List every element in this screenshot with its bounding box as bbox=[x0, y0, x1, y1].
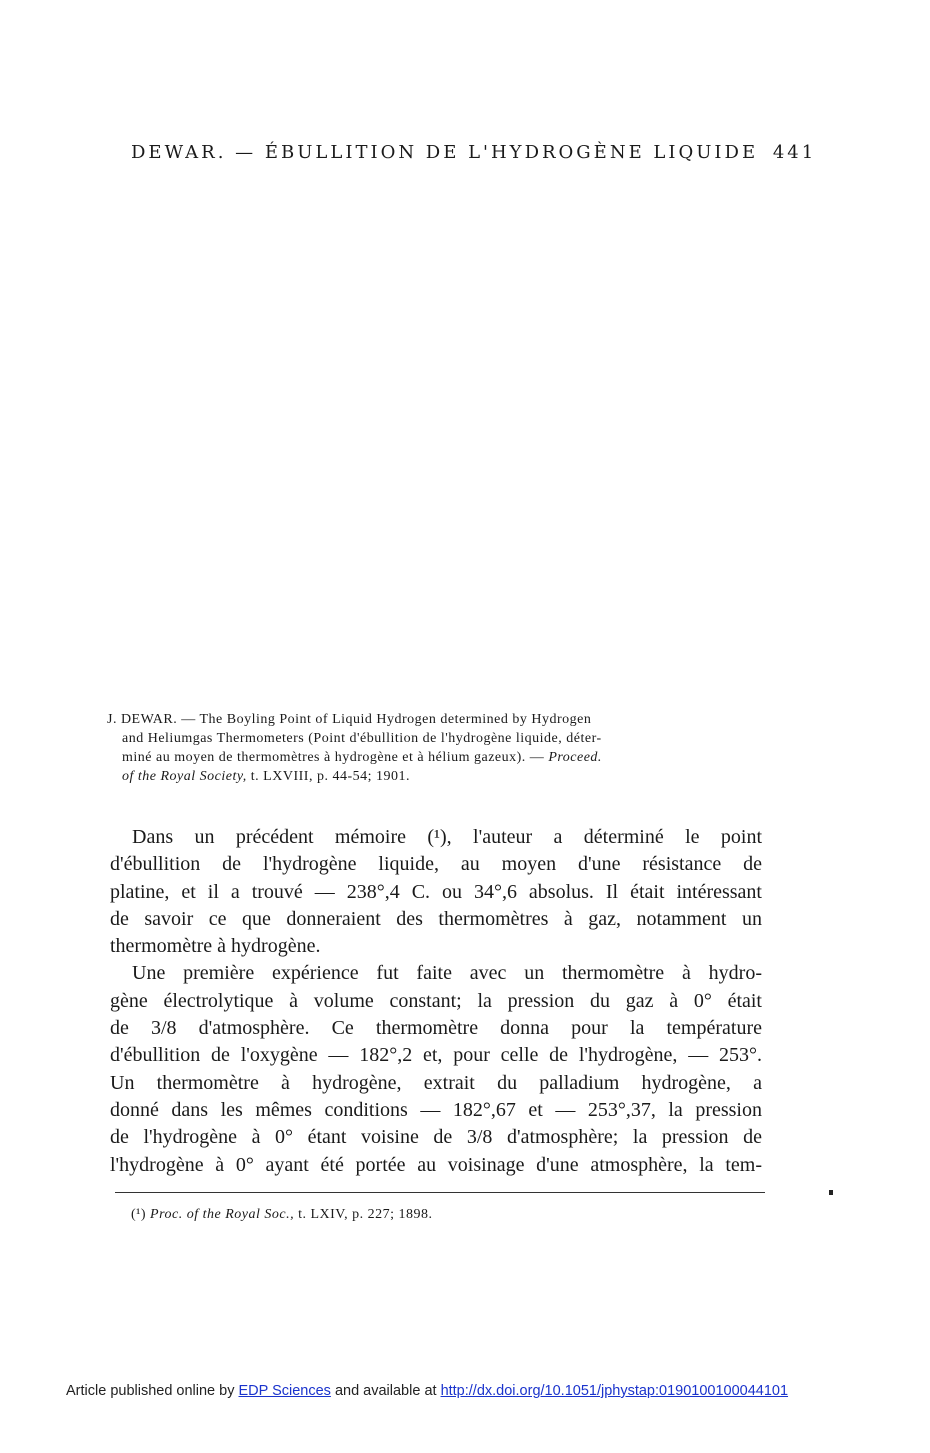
body-line: Une première expérience fut faite avec un thermomètre à hydro- bbox=[132, 962, 762, 985]
footnote-citation: t. LXIV, p. 227; 1898. bbox=[298, 1207, 433, 1222]
reference-line-2: and Heliumgas Thermometers (Point d'ébullition de l'hydrogène liquide, déter- bbox=[122, 731, 602, 746]
publication-footer bbox=[66, 1383, 788, 1399]
footnote bbox=[131, 1207, 433, 1223]
body-line: platine, et il a trouvé — 238°,4 C. ou 34°,6 absolus. Il était intéressant bbox=[110, 880, 762, 903]
bibliographic-reference bbox=[107, 710, 759, 786]
body-line: de l'hydrogène à 0° étant voisine de 3/8 d'atmosphère; la pression de bbox=[110, 1126, 762, 1149]
journal-name-part-1: Proceed. bbox=[548, 750, 602, 765]
body-line: de 3/8 d'atmosphère. Ce thermomètre donna pour la température bbox=[110, 1017, 762, 1040]
running-head bbox=[131, 142, 817, 163]
footnote-marker: (¹) bbox=[131, 1207, 147, 1222]
body-line: thermomètre à hydrogène. bbox=[110, 935, 321, 958]
article-body bbox=[110, 824, 762, 1179]
body-line: Dans un précédent mémoire (¹), l'auteur a déterminé le point bbox=[132, 826, 762, 848]
reference-line-3 bbox=[107, 748, 759, 767]
footer-prefix: Article published online by bbox=[66, 1383, 235, 1399]
reference-line-3-text: miné au moyen de thermomètres à hydrogène et à hélium gazeux). — bbox=[122, 750, 545, 765]
footnote-separator bbox=[115, 1192, 765, 1193]
journal-name-part-2: of the Royal Society, bbox=[122, 769, 247, 784]
doi-link[interactable]: http://dx.doi.org/10.1051/jphystap:0190100100044101 bbox=[440, 1383, 789, 1399]
body-line: l'hydrogène à 0° ayant été portée au voisinage d'une atmosphère, la tem- bbox=[110, 1153, 762, 1176]
scan-mark bbox=[829, 1190, 833, 1195]
reference-line-4 bbox=[107, 767, 759, 786]
reference-line-1: J. DEWAR. — The Boyling Point of Liquid Hydrogen determined by Hydrogen bbox=[107, 712, 592, 727]
body-line: d'ébullition de l'hydrogène liquide, au moyen d'une résistance de bbox=[110, 853, 762, 876]
reference-citation: t. LXVIII, p. 44-54; 1901. bbox=[250, 769, 410, 784]
footnote-journal: Proc. of the Royal Soc., bbox=[150, 1207, 295, 1222]
body-line: d'ébullition de l'oxygène — 182°,2 et, pour celle de l'hydrogène, — 253°. bbox=[110, 1044, 762, 1067]
page-number: 441 bbox=[772, 142, 817, 163]
running-title: DEWAR. — ÉBULLITION DE L'HYDROGÈNE LIQUIDE bbox=[131, 142, 759, 163]
body-line: Un thermomètre à hydrogène, extrait du palladium hydrogène, a bbox=[110, 1071, 762, 1094]
publisher-link[interactable]: EDP Sciences bbox=[238, 1383, 331, 1399]
footer-middle: and available at bbox=[334, 1383, 437, 1399]
body-line: gène électrolytique à volume constant; la pression du gaz à 0° était bbox=[110, 989, 762, 1012]
body-line: de savoir ce que donneraient des thermomètres à gaz, notamment un bbox=[110, 907, 762, 930]
body-line: donné dans les mêmes conditions — 182°,67 et — 253°,37, la pression bbox=[110, 1098, 762, 1121]
